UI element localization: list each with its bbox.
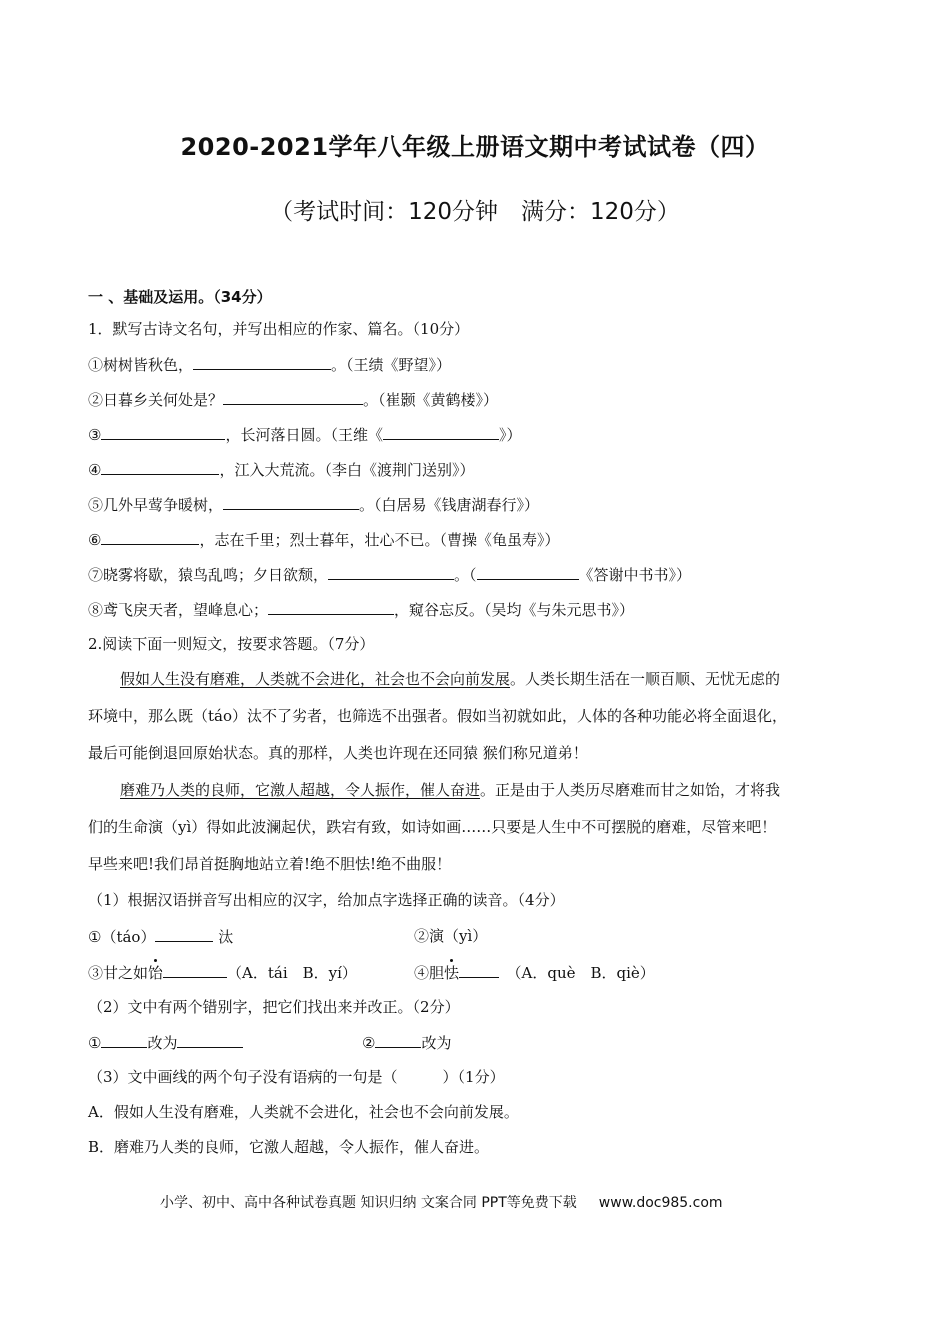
answer-blank[interactable]	[375, 1032, 421, 1048]
sub-question-3: （3）文中画线的两个句子没有语病的一句是（ ）（1分）	[88, 1068, 505, 1086]
section-heading: 一 、基础及运用。（34分）	[88, 288, 272, 306]
sub-question-1: （1）根据汉语拼音写出相应的汉字，给加点字选择正确的读音。（4分）	[88, 891, 565, 909]
answer-blank[interactable]	[328, 564, 454, 580]
sub2-row-a	[88, 1032, 243, 1053]
q1-item-5-source: 。（白居易《钱唐湖春行》）	[359, 496, 540, 514]
dotted-char: 饴	[148, 964, 164, 982]
q1-item-1	[88, 354, 451, 375]
answer-blank[interactable]	[155, 926, 213, 942]
passage-p1-line1	[120, 669, 910, 689]
q1-item-7	[88, 564, 691, 585]
passage-p1-line2: 环境中，那么既（táo）汰不了劣者，也筛选不出强者。假如当初就如此，人体的各种功能必将全面退化，	[88, 707, 788, 725]
answer-blank[interactable]	[101, 529, 199, 545]
dotted-char: 怯	[444, 964, 460, 982]
underlined-sentence-1: 假如人生没有磨难，人类就不会进化，社会也不会向前发展	[120, 670, 511, 688]
answer-blank[interactable]	[223, 494, 359, 510]
answer-blank[interactable]	[101, 459, 219, 475]
q1-item-6-text: ，志在千里；烈士暮年，壮心不已。（曹操《龟虽寿》）	[199, 531, 560, 549]
answer-blank[interactable]	[177, 1032, 243, 1048]
q1-item-4-num: ④	[88, 461, 102, 479]
answer-blank[interactable]	[101, 424, 225, 440]
answer-blank[interactable]	[477, 564, 579, 580]
answer-blank[interactable]	[193, 354, 331, 370]
sub2-item-a-label: 改为	[147, 1034, 178, 1052]
sub-question-2: （2）文中有两个错别字，把它们找出来并改正。（2分）	[88, 998, 460, 1016]
q1-item-8-source: ，窥谷忘反。（吴均《与朱元思书》）	[394, 601, 635, 619]
footer-link[interactable]: www.doc985.com	[598, 1195, 723, 1211]
sub2-row-b	[362, 1032, 451, 1053]
answer-blank[interactable]	[459, 962, 499, 978]
sub1-item-a: ①（táo）	[88, 928, 156, 946]
sub1-item-d: ④胆	[414, 964, 445, 982]
q1-item-8	[88, 599, 634, 620]
q1-item-4-text: ，江入大荒流。（李白《渡荆门送别》）	[219, 461, 475, 479]
sub1-row-2	[88, 962, 357, 983]
page-footer	[160, 1192, 723, 1212]
passage-p2-line2: 们的生命演（yì）得如此波澜起伏，跌宕有致，如诗如画……只要是人生中不可摆脱的磨难，尽管来吧！	[88, 818, 777, 836]
q1-item-6	[88, 529, 559, 550]
q1-item-1-source: 。（王绩《野望》）	[331, 356, 452, 374]
q1-item-7-mid: 。（	[454, 566, 477, 584]
sub1-row-2b	[414, 962, 655, 983]
q1-item-2-text: ②日暮乡关何处是？	[88, 391, 224, 409]
q1-item-1-text: ①树树皆秋色，	[88, 356, 194, 374]
q1-item-6-num: ⑥	[88, 531, 102, 549]
sub1-row-1	[88, 926, 233, 947]
sub2-item-a: ①	[88, 1034, 102, 1052]
question-1-stem: 1．默写古诗文名句，并写出相应的作家、篇名。（10分）	[88, 320, 470, 338]
question-2-stem: 2.阅读下面一则短文，按要求答题。（7分）	[88, 635, 375, 653]
q1-item-2	[88, 389, 498, 410]
sub1-item-c-options: （A．tái B．yí）	[227, 964, 357, 982]
answer-blank[interactable]	[383, 424, 499, 440]
passage-text: 。正是由于人类历尽磨难而甘之如饴，才将我	[480, 781, 781, 799]
footer-text: 小学、初中、高中各种试卷真题 知识归纳 文案合同 PPT等免费下载	[160, 1195, 577, 1211]
passage-text: 。人类长期生活在一顺百顺、无忧无虑的	[510, 670, 781, 688]
q1-item-3-text: ，长河落日圆。（王维《	[225, 426, 383, 444]
answer-blank[interactable]	[268, 599, 394, 615]
sub1-item-d-options: （A．què B．qiè）	[499, 964, 655, 982]
option-b: B．磨难乃人类的良师，它激人超越，令人振作，催人奋进。	[88, 1138, 490, 1156]
passage-p1-line3: 最后可能倒退回原始状态。真的那样，人类也许现在还同猿 猴们称兄道弟！	[88, 744, 588, 762]
answer-blank[interactable]	[223, 389, 363, 405]
q1-item-5-text: ⑤几外早莺争暖树，	[88, 496, 224, 514]
answer-blank[interactable]	[101, 1032, 147, 1048]
q1-item-7-text: ⑦晓雾将歇，猿鸟乱鸣；夕日欲颓，	[88, 566, 329, 584]
sub1-item-c: ③甘之如	[88, 964, 149, 982]
underlined-sentence-2: 磨难乃人类的良师，它激人超越，令人振作，催人奋进	[120, 781, 481, 799]
option-a: A．假如人生没有磨难，人类就不会进化，社会也不会向前发展。	[88, 1103, 519, 1121]
q1-item-8-text: ⑧鸢飞戾天者，望峰息心；	[88, 601, 269, 619]
passage-p2-line3: 早些来吧!我们昂首挺胸地站立着!绝不胆怯!绝不曲服！	[88, 855, 452, 873]
q1-item-5	[88, 494, 539, 515]
sub2-item-b-label: 改为	[421, 1034, 452, 1052]
q1-item-2-source: 。（崔颢《黄鹤楼》）	[363, 391, 499, 409]
answer-blank[interactable]	[163, 962, 227, 978]
q1-item-3-num: ③	[88, 426, 102, 444]
q1-item-3	[88, 424, 521, 445]
sub2-item-b: ②	[362, 1034, 376, 1052]
page-subtitle: （考试时间：120分钟 满分：120分）	[270, 199, 680, 225]
q1-item-4	[88, 459, 474, 480]
q1-item-3-close: 》）	[498, 426, 522, 444]
page-title: 2020-2021学年八年级上册语文期中考试试卷（四）	[180, 133, 770, 161]
q1-item-7-source: 《答谢中书书》）	[578, 566, 692, 584]
sub1-item-a-char: 汰	[213, 928, 234, 946]
sub1-item-b: ②演（yì）	[414, 927, 488, 945]
passage-p2-line1	[120, 780, 910, 800]
